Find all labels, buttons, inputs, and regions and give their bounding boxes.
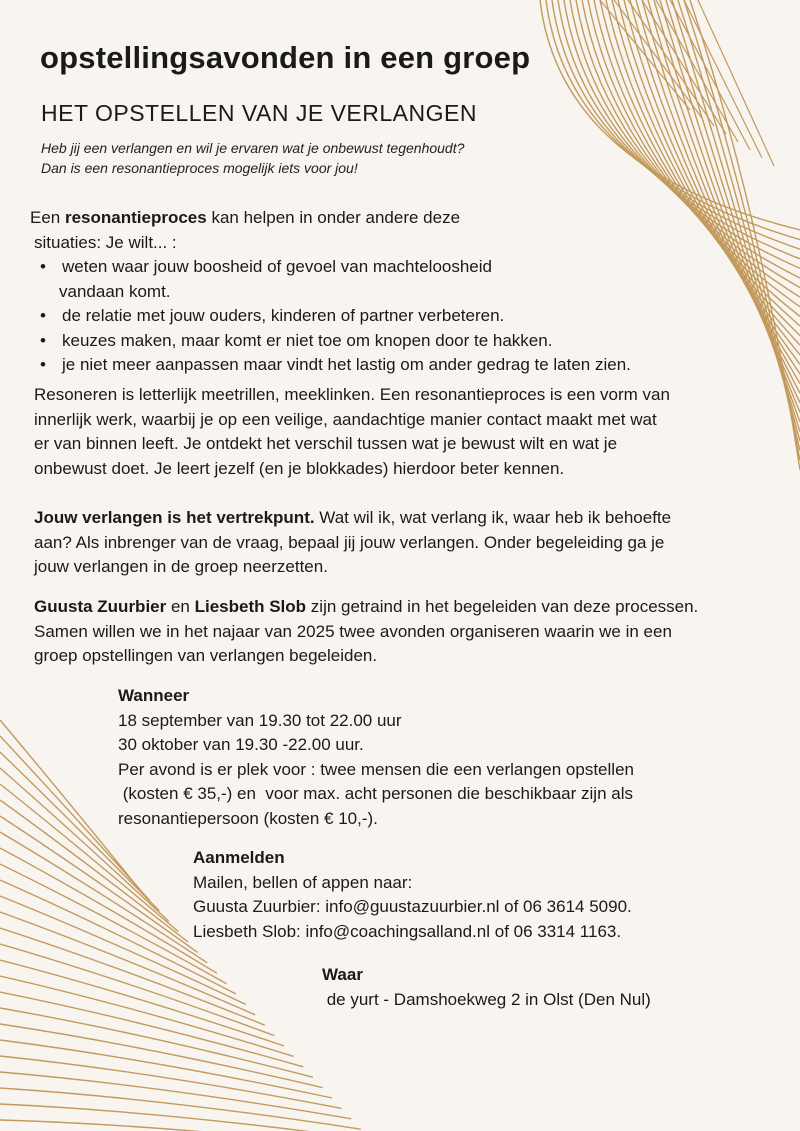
gold-strand [0, 976, 294, 1056]
gold-strand [0, 944, 274, 1036]
gold-strand [614, 0, 702, 118]
gold-strand [0, 1008, 313, 1077]
gold-strand [670, 0, 750, 150]
gold-strand [0, 1088, 361, 1129]
gold-strand [684, 0, 762, 158]
gold-strand [0, 1056, 342, 1108]
list-item: • de relatie met jouw ouders, kinderen of partner verbeteren. [36, 304, 631, 329]
intro-line: Dan is een resonantieproces mogelijk iets voor jou! [41, 160, 358, 176]
gold-strand [0, 1120, 380, 1131]
gold-strand [0, 960, 284, 1046]
situations-lead: Een resonantieproces kan helpen in onder andere deze [30, 208, 461, 227]
gold-strand [0, 1072, 351, 1119]
situations-section [30, 206, 631, 378]
begeleiders-paragraph: Guusta Zuurbier en Liesbeth Slob zijn getraind in het begeleiden van deze processen. Samen willen we in het najaar van 2025 twee avonden organiseren waarin we in een groep opstellingen van verlangen begeleiden. [34, 597, 699, 665]
gold-strand [0, 848, 217, 973]
gold-strand [630, 0, 800, 374]
list-item: • keuzes maken, maar komt er niet toe om knopen door te hakken. [36, 329, 631, 354]
gold-strand [540, 0, 800, 230]
gold-strand [600, 0, 690, 110]
gold-strand [660, 0, 800, 422]
gold-strand [672, 0, 800, 441]
gold-strand [0, 832, 207, 963]
gold-strand [636, 0, 800, 384]
wanneer-section: Wanneer 18 september van 19.30 tot 22.00 uur 30 oktober van 19.30 -22.00 uur. Per avond is er plek voor : twee mensen die een verlangen opstellen (kosten € 35,-) en voor max. acht personen die beschikbaar zijn als resonantiepersoon (kosten € 10,-). [118, 686, 634, 828]
gold-strand [648, 0, 800, 403]
gold-strand [606, 0, 800, 336]
list-item: • weten waar jouw boosheid of gevoel van machteloosheid vandaan komt. [36, 255, 631, 304]
aanmelden-section: Aanmelden Mailen, bellen of appen naar: Guusta Zuurbier: info@guustazuurbier.nl of 06 3614 5090. Liesbeth Slob: info@coachingsalland.nl of 06 3314 1163. [193, 846, 632, 944]
waar-heading: Waar [322, 965, 363, 984]
aanmelden-heading: Aanmelden [193, 848, 285, 867]
intro-text [41, 138, 464, 178]
intro-line: Heb jij een verlangen en wil je ervaren wat je onbewust tegenhoudt? [41, 140, 465, 156]
gold-strand [0, 816, 198, 952]
gold-strand [0, 1024, 322, 1088]
gold-strand [0, 1104, 370, 1131]
gold-strand [684, 0, 800, 460]
gold-strand [624, 0, 800, 364]
waar-section [322, 963, 651, 1012]
contact-liesbeth[interactable]: Liesbeth Slob: info@coachingsalland.nl of 06 3314 1163. [193, 921, 622, 941]
gold-strand [690, 0, 800, 470]
gold-strand [698, 0, 774, 166]
gold-strand [642, 0, 800, 393]
page-title: opstellingsavonden in een groep [40, 40, 531, 75]
gold-strand [654, 0, 800, 412]
gold-strand [666, 0, 800, 432]
gold-strand [546, 0, 800, 240]
verlangen-paragraph: Jouw verlangen is het vertrekpunt. Wat wil ik, wat verlang ik, waar heb ik behoefte aan? Als inbrenger van de vraag, bepaal jij jouw verlangen. Onder begeleiding ga je jouw verlangen in de groep neerzetten. [34, 508, 672, 576]
contact-guusta[interactable]: Guusta Zuurbier: info@guustazuurbier.nl of 06 3614 5090. [193, 897, 632, 916]
gold-strand [0, 1040, 332, 1098]
gold-strand [0, 992, 303, 1067]
situations-list [36, 255, 631, 378]
gold-strand [642, 0, 726, 134]
location: de yurt - Damshoekweg 2 in Olst (Den Nul) [322, 989, 651, 1009]
gold-strand [618, 0, 800, 355]
gold-strand [678, 0, 800, 451]
situations-lead-line2: situaties: Je wilt... : [34, 232, 177, 252]
list-item: • je niet meer aanpassen maar vindt het lastig om ander gedrag te laten zien. [36, 353, 631, 378]
gold-strand [612, 0, 800, 345]
gold-strand [628, 0, 714, 126]
resoneren-paragraph: Resoneren is letterlijk meetrillen, meeklinken. Een resonantieproces is een vorm van innerlijk werk, waarbij je op een veilige, aandachtige manier contact maakt met wat er van binnen leeft. Je ontdekt het verschil tussen wat je bewust wilt en wat je onbewust doet. Je leert jezelf (en je blokkades) hierdoor beter kennen. [34, 385, 670, 478]
subtitle: HET OPSTELLEN VAN JE VERLANGEN [41, 100, 477, 126]
wanneer-heading: Wanneer [118, 686, 190, 705]
gold-strand [656, 0, 738, 142]
